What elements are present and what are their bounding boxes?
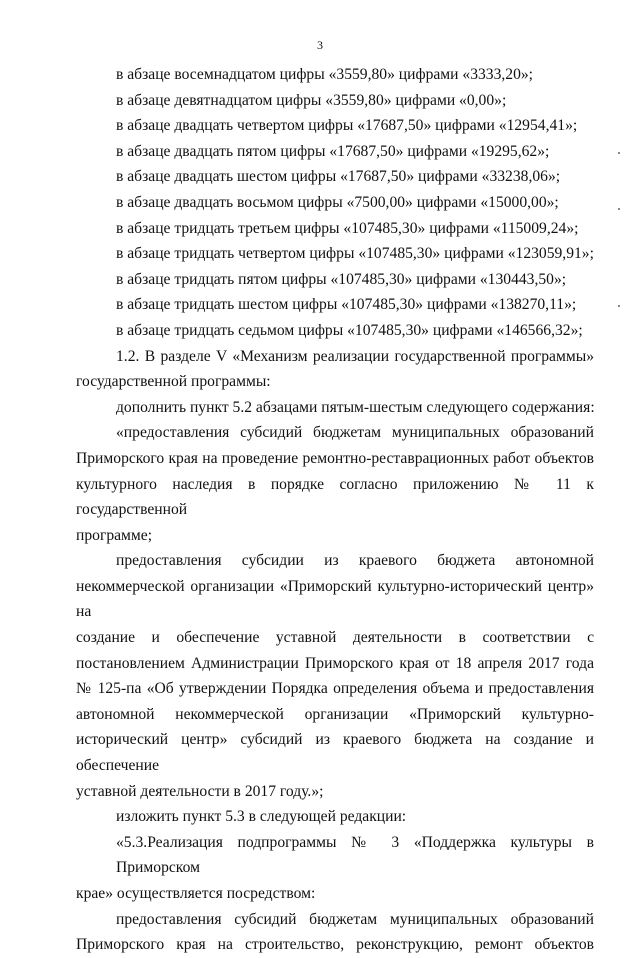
- document-body: [76, 62, 594, 958]
- text-line: автономной некоммерческой организации «Приморский культурно-: [76, 705, 594, 723]
- scan-speck: [618, 152, 620, 154]
- text-line: культурного наследия в порядке согласно приложению № 11 к государственной: [76, 475, 594, 519]
- text-line: в абзаце девятнадцатом цифры «3559,80» цифрами «0,00»;: [116, 91, 507, 109]
- text-line: создание и обеспечение уставной деятельности в соответствии с: [76, 629, 594, 647]
- text-line: «5.3.Реализация подпрограммы № 3 «Поддержка культуры в Приморском: [116, 833, 594, 877]
- text-line: программе;: [76, 526, 153, 544]
- text-line: предоставления субсидий бюджетам муниципальных образований: [116, 910, 594, 928]
- text-line: в абзаце тридцать седьмом цифры «107485,30» цифрами «146566,32»;: [116, 321, 583, 339]
- text-line: в абзаце двадцать шестом цифры «17687,50» цифрами «33238,06»;: [116, 168, 561, 186]
- text-line: предоставления субсидии из краевого бюджета автономной: [116, 552, 594, 570]
- text-line: в абзаце тридцать четвертом цифры «107485,30» цифрами «123059,91»;: [116, 245, 594, 263]
- text-line: уставной деятельности в 2017 году.»;: [76, 782, 324, 800]
- page-number: 3: [317, 38, 323, 52]
- text-line: некоммерческой организации «Приморский культурно-исторический центр» на: [76, 577, 594, 621]
- text-line: постановлением Администрации Приморского края от 18 апреля 2017 года: [76, 654, 594, 672]
- scan-speck: [618, 305, 620, 307]
- scan-speck: [618, 208, 620, 210]
- text-line: «предоставления субсидий бюджетам муниципальных образований: [116, 424, 594, 442]
- text-line: 1.2. В разделе V «Механизм реализации государственной программы»: [116, 347, 594, 365]
- text-line: в абзаце двадцать восьмом цифры «7500,00» цифрами «15000,00»;: [116, 193, 559, 211]
- text-line: в абзаце тридцать шестом цифры «107485,30» цифрами «138270,11»;: [116, 296, 577, 314]
- text-line: Приморского края на строительство, реконструкцию, ремонт объектов: [76, 936, 594, 954]
- text-line: в абзаце тридцать третьем цифры «107485,30» цифрами «115009,24»;: [116, 219, 579, 237]
- text-line: исторический центр» субсидий из краевого бюджета на создание и обеспечение: [76, 731, 594, 775]
- text-line: в абзаце тридцать пятом цифры «107485,30» цифрами «130443,50»;: [116, 270, 567, 288]
- text-line: в абзаце восемнадцатом цифры «3559,80» цифрами «3333,20»;: [116, 66, 534, 83]
- text-line: государственной программы:: [76, 373, 271, 391]
- text-line: № 125-па «Об утверждении Порядка определения объема и предоставления: [76, 680, 594, 698]
- text-line: Приморского края на проведение ремонтно-реставрационных работ объектов: [76, 449, 594, 467]
- text-line: крае» осуществляется посредством:: [76, 885, 316, 902]
- text-line: в абзаце двадцать четвертом цифры «17687,50» цифрами «12954,41»;: [116, 117, 578, 135]
- text-line: дополнить пункт 5.2 абзацами пятым-шестым следующего содержания:: [116, 398, 595, 416]
- text-line: в абзаце двадцать пятом цифры «17687,50» цифрами «19295,62»;: [116, 142, 550, 160]
- text-line: изложить пункт 5.3 в следующей редакции:: [116, 808, 407, 826]
